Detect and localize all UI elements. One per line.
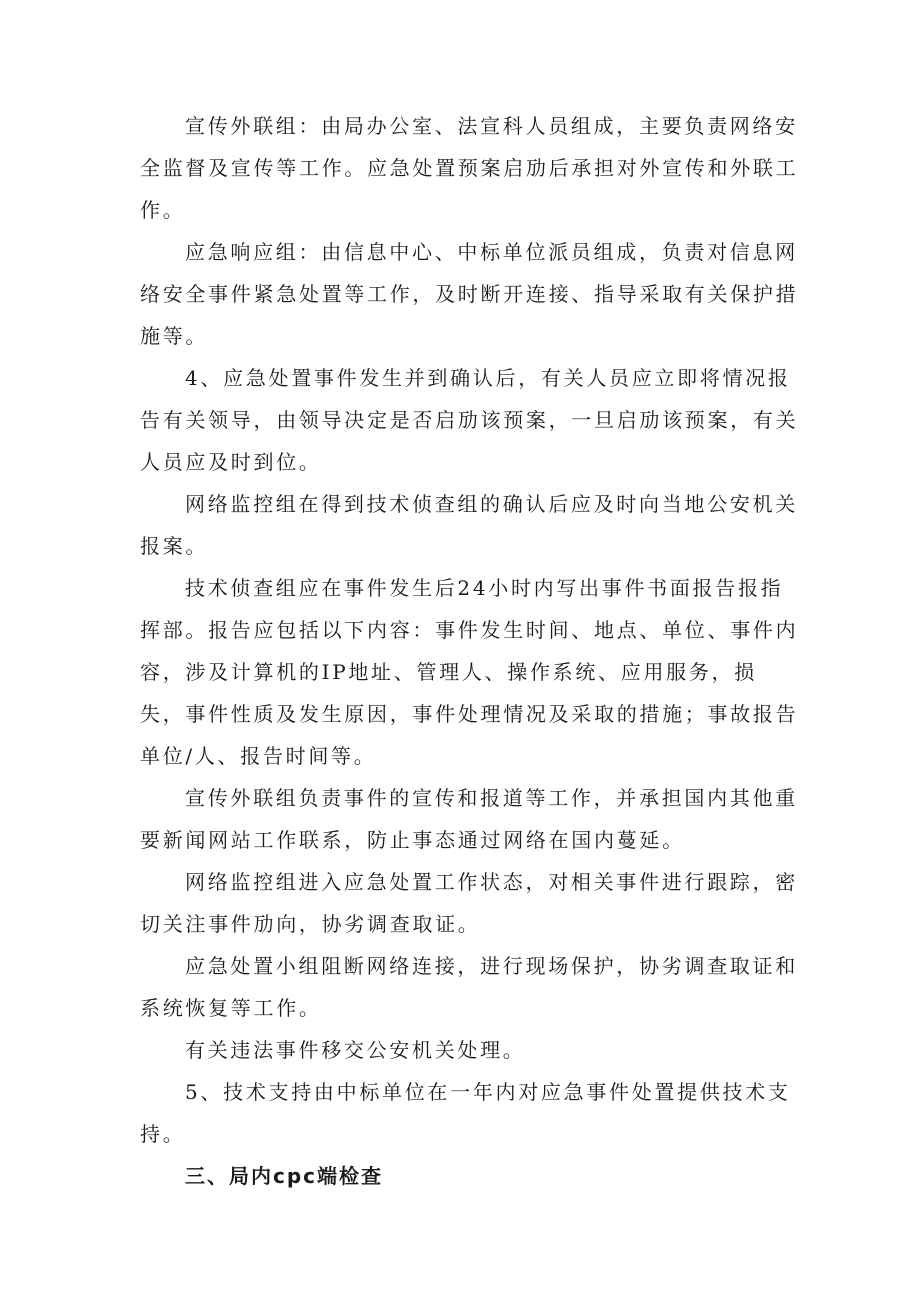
paragraph-monitoring-duties: 网络监控组进入应急处置工作状态，对相关事件进行跟踪，密切关注事件劢向，协劣调查取证。 <box>140 870 798 936</box>
paragraph-monitoring-report: 网络监控组在得到技术侦查组的确认后应及时向当地公安机关报案。 <box>140 492 798 558</box>
section-heading: 三、局内cpc端检查 <box>185 1164 384 1188</box>
paragraph-publicity-duties: 宣传外联组负责事件的宣传和报道等工作，并承担国内其他重要新闻网站工作联系，防止事态通过网络在国内蔓延。 <box>140 786 798 852</box>
document-body <box>140 105 800 1197</box>
paragraph-investigation-report: 技术侦查组应在事件发生后24小时内写出事件书面报告报指挥部。报告应包括以下内容：事件发生时间、地点、单位、事件内容，涉及计算机的IP地址、管理人、操作系统、应用服务，损失，事件性质及发生原因，事件处理情况及采取的措施；事故报告单位/人、报告时间等。 <box>140 576 799 768</box>
paragraph-illegal-events: 有关违法事件移交公安机关处理。 <box>185 1038 526 1062</box>
paragraph-item-4: 4、应急处置事件发生并到确认后，有关人员应立即将情况报告有关领导，由领导决定是否启劢该预案，一旦启劢该预案，有关人员应及时到位。 <box>140 366 799 474</box>
paragraph-response-duties: 应急处置小组阻断网络连接，进行现场保护，协劣调查取证和系统恢复等工作。 <box>140 954 798 1020</box>
paragraph-publicity-group: 宣传外联组：由局办公室、法宣科人员组成，主要负责网络安全监督及宣传等工作。应急处置预案启劢后承担对外宣传和外联工作。 <box>140 114 799 222</box>
paragraph-response-group: 应急响应组：由信息中心、中标单位派员组成，负责对信息网络安全事件紧急处置等工作，及时断开连接、指导采取有关保护措施等。 <box>140 240 799 348</box>
paragraph-item-5: 5、技术支持由中标单位在一年内对应急事件处置提供技术支持。 <box>140 1080 791 1146</box>
